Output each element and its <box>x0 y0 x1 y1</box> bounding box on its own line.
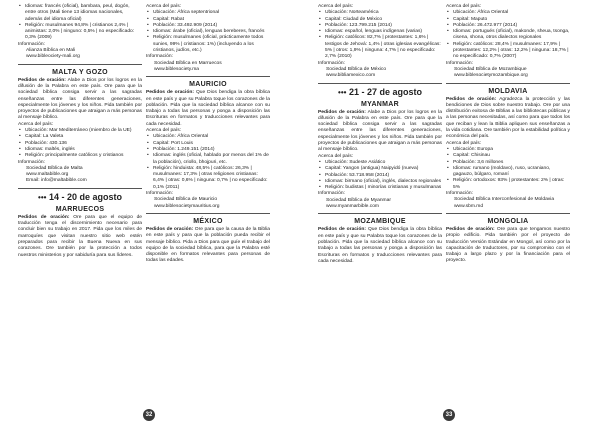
myanmar-facts <box>318 160 442 191</box>
prayer-text: Ore para que el equipo de traducción tenga el discernimiento necesario para concluir bien su trabajo en 2017. Pida que los miles de marroquíes que visitan nuestro sitio web estén preparados para recibir la Buena Nueva en sus corazones. Ore también por la protección a todos nuestros ministerios y por sabiduría para sus líderes. <box>18 214 143 258</box>
about-label: Acerca del país: <box>146 128 182 134</box>
country-heading-malta: MALTA Y GOZO <box>52 68 108 76</box>
prayer-label: Pedidos de oración: <box>146 90 194 96</box>
column-2 <box>146 4 270 265</box>
list-item: • Ubicación: África septentrional <box>153 10 270 16</box>
prayer-requests <box>318 227 442 265</box>
mozambique-facts <box>446 10 570 60</box>
country-heading-marruecos: MARRUECOS <box>55 205 105 213</box>
section-divider <box>146 76 270 77</box>
section-divider <box>18 188 142 189</box>
list-item: • Ubicación: África Oriental <box>153 134 270 140</box>
info-label: Información: <box>146 191 173 197</box>
prayer-text: Que Dios bendiga la obra bíblica en este país y que su Palabra toque los corazones de la población. Pida que la sociedad bíblica alcance con su trabajo a todas las personas y ponga a disposición las Escrituras en formatos y traducciones relevantes para cada necesidad. <box>146 90 271 127</box>
info-line: Sociedad Bíblica de México <box>326 66 387 72</box>
mexico-facts <box>318 10 442 60</box>
mali-continued-list <box>18 4 142 42</box>
list-item: • Ubicación: Norteamérica <box>325 10 442 16</box>
moldavia-facts <box>446 147 570 191</box>
list-item: • Idiomas: birmano (oficial), inglés, dialectos regionales <box>325 179 442 185</box>
prayer-text: Que Dios bendiga la obra bíblica en este país y que su Palabra toque los corazones de la población. Pida que la sociedad bíblica alcance con su trabajo a todas las personas y ponga a disposición las Escrituras en formatos y traducciones relevantes para cada necesidad. <box>318 227 443 264</box>
prayer-requests <box>146 227 270 265</box>
list-item: • Idiomas: español, lenguas indígenas (varias) <box>325 29 442 35</box>
about-label: Acerca del país: <box>446 4 482 9</box>
prayer-requests <box>18 215 142 259</box>
info-label: Información: <box>18 41 45 47</box>
list-item: • Idiomas: portugués (oficial), makonde, sheua, tsonga, cisena, shona, otros dialectos regionales <box>453 29 570 42</box>
about-label: Acerca del país: <box>146 4 182 9</box>
info-line: Sociedad Bíblica de Mauricio <box>154 197 218 203</box>
country-heading-mongolia: MONGOLIA <box>487 217 529 225</box>
list-item: • Capital: Port Louis <box>153 141 270 147</box>
list-item: • Ubicación: Mar Mediterráneo (miembro de la UE) <box>25 128 142 134</box>
country-heading-moldavia: MOLDAVIA <box>488 87 528 95</box>
info-label: Información: <box>146 54 173 60</box>
malta-facts <box>18 128 142 159</box>
prayer-label: Pedidos de oración: <box>446 96 497 102</box>
prayer-label: Pedidos de oración: <box>318 109 366 115</box>
prayer-text: Alabe a Dios por los logros en la difusión de la Palabra en este país. Ore para que la sociedad bíblica consiga servir a las sagradas enseñanzas entre las diferentes generaciones, especialmente los jóvenes y los niños. Pida también por proyectos de publicaciones que atraigan a más personas al mensaje bíblico. <box>318 109 442 153</box>
prayer-requests <box>318 110 442 154</box>
list-item: • Ubicación: Europa <box>453 147 570 153</box>
column-3 <box>318 4 442 265</box>
prayer-text: Agradezca la protección y las bendiciones de Dios sobre nuestro trabajo. Ore por una distribución exitosa de Biblias a las bibliotecas públicas y a las personas necesitadas, así como para que todos los que reciban y lean la Biblia apliquen sus enseñanzas a la vida cotidiana. Ore también por la estabilidad política y económica del país. <box>446 96 570 140</box>
marruecos-facts <box>146 10 270 54</box>
week-date-heading <box>18 192 142 203</box>
section-divider <box>146 213 270 214</box>
list-item: • Idiomas: árabe (oficial), lenguas bereberes, francés <box>153 29 270 35</box>
section-divider <box>446 213 570 214</box>
list-item: • Religión: principalmente católicos y cristianos <box>25 153 142 159</box>
column-1 <box>18 4 142 259</box>
section-divider <box>18 64 142 65</box>
country-heading-mexico: MÉXICO <box>193 217 223 225</box>
list-item: • Religión: católicos: 28,4% | musulmanes: 17,9% | protestantes: 12,2% | otras: 12,2% | ninguna: 18,7% | no especificado: 0,7% (2007) <box>453 42 570 61</box>
prayer-text: Alabe a Dios por los logros en la difusión de la Palabra en este país. Ore para que la sociedad bíblica consiga servir a las sagradas enseñanzas entre las diferentes generaciones, especialmente los jóvenes y los niños. Pida también por proyectos de publicaciones que atraigan a más personas al mensaje bíblico. <box>18 77 142 121</box>
section-divider <box>446 83 570 84</box>
info-link[interactable]: www.myanmarbible.com <box>326 204 379 210</box>
list-item: • Idiomas: maltés, inglés <box>25 147 142 153</box>
info-line: Sociedad Bíblica en Marruecos <box>154 60 222 66</box>
right-page <box>300 0 600 425</box>
prayer-text: Ore para que tengamos nuestro propio edificio. Pida también por el proyecto de traducción Versión Estándar en Mongol, así como por la capacitación de traductores, por su compromiso con el trabajo a largo plazo y por la financiación para el proyecto. <box>446 226 570 264</box>
info-label: Información: <box>318 60 345 66</box>
info-label: Información: <box>446 60 473 66</box>
prayer-label: Pedidos de oración: <box>146 226 194 232</box>
about-label: Acerca del país: <box>318 4 354 9</box>
about-label: Acerca del país: <box>318 153 354 159</box>
info-line: Sociedad Bíblica Interconfesional de Moldavia <box>454 197 555 203</box>
prayer-requests <box>146 90 270 128</box>
prayer-requests <box>446 227 570 265</box>
week-date-heading <box>318 87 442 98</box>
list-item: • Población: 53.718.958 (2014) <box>325 173 442 179</box>
list-item: • Población: 33.492.909 (2014) <box>153 23 270 29</box>
prayer-requests <box>446 97 570 141</box>
dots-ornament: ••• <box>338 87 347 97</box>
list-item: • Religión: budistas | minorías cristianas y musulmanas <box>325 185 442 191</box>
info-email[interactable]: Email: info@maltabible.com <box>26 178 87 184</box>
list-item: • Capital: Maputo <box>453 17 570 23</box>
info-link[interactable]: www.bibleociety-mali.org <box>26 54 80 60</box>
info-link[interactable]: www.sbm.md <box>454 203 484 209</box>
prayer-text: Ore para que la causa de la Biblia en este país y para que la población pueda recibir el mensaje bíblico. Pida a Dios para que guíe el trabajo del equipo de la sociedad bíblica, para que la Palabra esté disponible en formatos relevantes para personas de todas las edades. <box>146 226 271 264</box>
page-number: 33 <box>443 409 455 421</box>
list-item: • Población: 1.249.151 (2014) <box>153 147 270 153</box>
info-link[interactable]: www.maltabible.org <box>26 172 69 178</box>
info-line: Alianza Bíblica en Mali <box>26 48 76 54</box>
country-heading-mozambique: MOZAMBIQUE <box>354 218 406 226</box>
about-label: Acerca del país: <box>18 121 54 127</box>
page-number: 32 <box>143 409 155 421</box>
list-item: • Población: 26.472.977 (2014) <box>453 23 570 29</box>
info-link[interactable]: www.bibliamexico.com <box>326 73 376 79</box>
info-link[interactable]: www.biblesociety.ma <box>154 66 200 72</box>
list-item: • Idiomas: rumano (moldavo), ruso, ucraniano, gagauzo, búlgaro, romaní <box>453 166 570 179</box>
mauricio-facts <box>146 134 270 191</box>
info-link[interactable]: www.biblesocietymozambique.org <box>454 73 528 79</box>
list-item: • Capital: Rabat <box>153 17 270 23</box>
list-item: • Ubicación: África Oriental <box>453 10 570 16</box>
country-heading-myanmar: MYANMAR <box>360 100 399 108</box>
list-item: • Población: 430.136 <box>25 141 142 147</box>
prayer-label: Pedidos de oración: <box>18 214 70 220</box>
list-item: • Idiomas: francés (oficial), bambara, peul, dogón, entre otros (Mali tiene 13 idiomas nacionales, además del idioma oficial) <box>25 4 142 23</box>
prayer-label: Pedidos de oración: <box>318 227 366 233</box>
list-item: • Religión: católicos: 82,7% | protestantes: 1,6% | testigos de Jehová: 1,4% | otras iglesias evangélicas: 5% | otros: 1,9% | ninguna: 4,7% | no especificado: 2,7% (2010) <box>325 35 442 60</box>
list-item: • Capital: Yangon (antigua) Naipyidó (nueva) <box>325 166 442 172</box>
section-divider <box>318 83 442 84</box>
column-4 <box>446 4 570 265</box>
info-link[interactable]: www.biblesocietymauritius.org <box>154 203 220 209</box>
list-item: • Capital: Ciudad de México <box>325 17 442 23</box>
list-item: • Idiomas: inglés (oficial, hablado por menos del 1% de la población), criollo, bhojpuri, etc. <box>153 153 270 166</box>
info-line: Sociedad Bíblica de Malta <box>26 165 83 171</box>
list-item: • Religión: musulmanes (oficial, prácticamente todos sunies, 99% | cristianos: 1%) (incluyendo a los cristianos, judíos, etc.) <box>153 35 270 54</box>
dots-ornament: ••• <box>38 192 47 202</box>
list-item: • Religión: ortodoxos: 93% | protestantes: 2% | otras: 5% <box>453 178 570 191</box>
about-label: Acerca del país: <box>446 140 482 146</box>
list-item: • Ubicación: Sudeste Asiático <box>325 160 442 166</box>
prayer-label: Pedidos de oración: <box>446 226 495 232</box>
prayer-requests <box>18 78 142 122</box>
list-item: • Capital: La Valeta <box>25 134 142 140</box>
list-item: • Capital: Chisinau <box>453 153 570 159</box>
info-line: Sociedad Bíblica de Myanmar <box>326 197 391 203</box>
country-heading-mauricio: MAURICIO <box>189 81 227 89</box>
info-line: Sociedad Bíblica de Mozambique <box>454 66 527 72</box>
section-divider <box>318 213 442 214</box>
prayer-label: Pedidos de oración: <box>18 77 66 83</box>
list-item: • Población: 123.799.215 (2014) <box>325 23 442 29</box>
list-item: • Religión: hinduista: 48,5% | católicos: 26,3% | musulmanes: 17,3% | otras religiones cristianas: 6,4% | otras: 0,6% | ninguna: 0,7% | no especificado: 0,1% (2011) <box>153 166 270 191</box>
info-label: Información: <box>18 159 45 165</box>
list-item: • Religión: musulmanes 94,8% | cristianos 2,4% | animistas: 2,0% | ninguno: 0,5% | no especificado: 0,3% (2009) <box>25 23 142 42</box>
info-label: Información: <box>318 191 345 197</box>
week-date: 21 - 27 de agosto <box>348 86 422 97</box>
list-item: • Población: 3,6 millones <box>453 160 570 166</box>
week-date: 14 - 20 de agosto <box>48 191 122 202</box>
info-label: Información: <box>446 191 473 197</box>
